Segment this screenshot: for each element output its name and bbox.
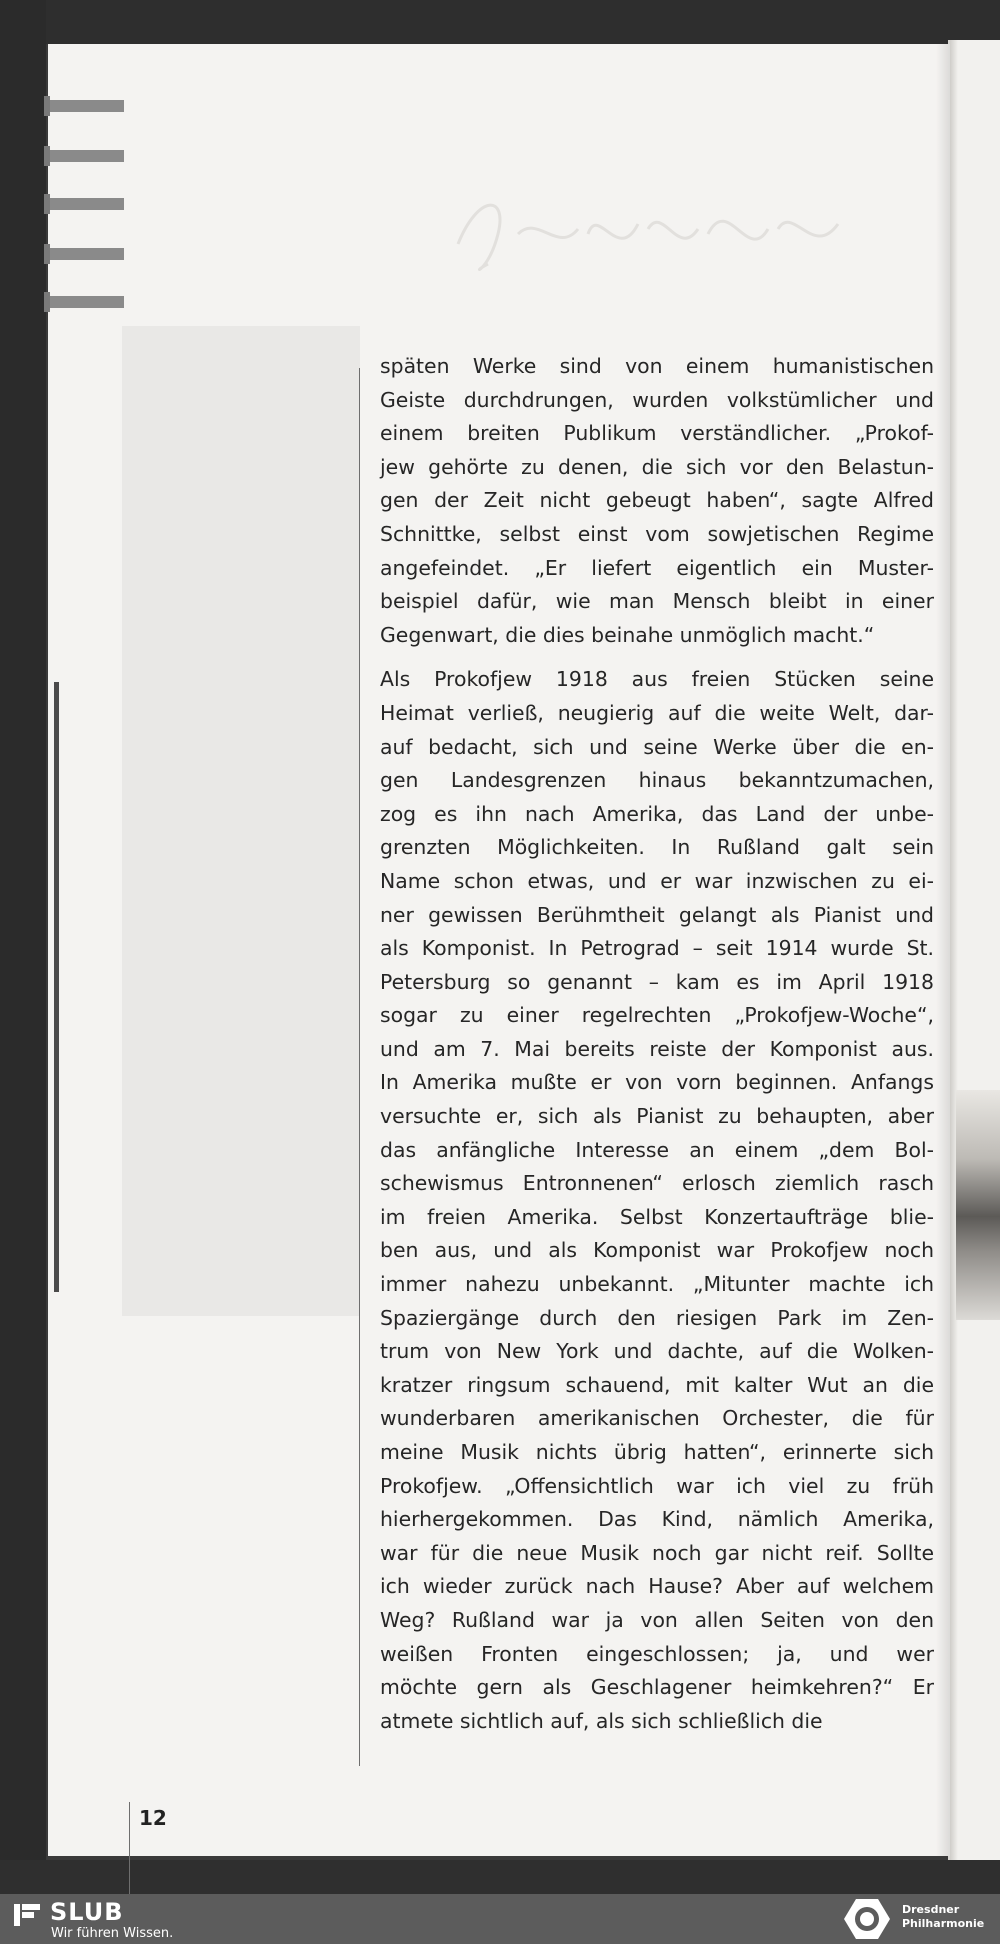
text-line: auf bedacht, sich und seine Werke über die en- bbox=[380, 734, 934, 759]
text-line: Petersburg so genannt – kam es im April 1918 bbox=[380, 969, 934, 994]
text-line: versuchte er, sich als Pianist zu behaupten, aber bbox=[380, 1104, 934, 1129]
text-line: Als Prokofjew 1918 aus freien Stücken seine bbox=[380, 667, 934, 692]
partner-name-line1: Dresdner bbox=[902, 1903, 960, 1916]
text-line: beispiel dafür, wie man Mensch bleibt in einer bbox=[380, 589, 934, 614]
text-line: grenzten Möglichkeiten. In Rußland galt sein bbox=[380, 835, 934, 860]
text-line: hierhergekommen. Das Kind, nämlich Amerika, bbox=[380, 1507, 934, 1532]
text-line: Name schon etwas, und er war inzwischen zu ei- bbox=[380, 868, 934, 893]
text-line: ner gewissen Berühmtheit gelangt als Pianist und bbox=[380, 902, 934, 927]
text-line: im freien Amerika. Selbst Konzertaufträge blie- bbox=[380, 1204, 934, 1229]
text-line: Prokofjew. „Offensichtlich war ich viel zu früh bbox=[380, 1473, 934, 1498]
dresdner-philharmonie-logo-icon bbox=[842, 1897, 892, 1941]
text-line: Weg? Rußland war ja von allen Seiten von den bbox=[380, 1607, 934, 1632]
facing-page-edge bbox=[948, 40, 1000, 1860]
text-line: sogar zu einer regelrechten „Prokofjew-Woche“, bbox=[380, 1003, 934, 1028]
text-line: trum von New York und dachte, auf die Wolken- bbox=[380, 1339, 934, 1364]
text-line: einem breiten Publikum verständlicher. „Prokof- bbox=[380, 421, 934, 446]
text-line: ich wieder zurück nach Hause? Aber auf welchem bbox=[380, 1574, 934, 1599]
text-line: wunderbaren amerikanischen Orchester, die für bbox=[380, 1406, 934, 1431]
paragraph bbox=[380, 663, 934, 1738]
text-line: In Amerika mußte er von vorn beginnen. Anfangs bbox=[380, 1070, 934, 1095]
library-tagline: Wir führen Wissen. bbox=[51, 1926, 174, 1941]
paragraph bbox=[380, 350, 934, 652]
partner-name-line2: Philharmonie bbox=[902, 1917, 985, 1930]
gutter-shadow bbox=[936, 44, 950, 1856]
text-line: Geiste durchdrungen, wurden volkstümlicher und bbox=[380, 387, 934, 412]
margin-tab-marker bbox=[48, 296, 124, 308]
slub-logo-icon bbox=[14, 1904, 40, 1926]
margin-tab-marker bbox=[48, 248, 124, 260]
text-line: Heimat verließ, neugierig auf die weite Welt, dar- bbox=[380, 700, 934, 725]
text-line: Schnittke, selbst einst vom sowjetischen Regime bbox=[380, 521, 934, 546]
text-line: war für die neue Musik noch gar nicht reif. Sollte bbox=[380, 1540, 934, 1565]
margin-tab-marker bbox=[48, 100, 124, 112]
facing-page-photo-fragment bbox=[956, 1090, 1000, 1320]
page-edge-shadow bbox=[54, 682, 59, 1292]
scan-border-top bbox=[0, 0, 1000, 44]
page-number: 12 bbox=[139, 1806, 167, 1830]
text-line: schewismus Entronnenen“ erlosch ziemlich rasch bbox=[380, 1171, 934, 1196]
text-line: angefeindet. „Er liefert eigentlich ein Muster- bbox=[380, 555, 934, 580]
column-rule bbox=[359, 368, 360, 1766]
library-name: SLUB bbox=[50, 1898, 124, 1926]
text-line: meine Musik nichts übrig hatten“, erinnerte sich bbox=[380, 1440, 934, 1464]
margin-tab-marker bbox=[48, 198, 124, 210]
text-line: ben aus, und als Komponist war Prokofjew noch bbox=[380, 1238, 934, 1263]
partner-name bbox=[902, 1903, 984, 1931]
margin-tab-marker bbox=[48, 150, 124, 162]
text-line: als Komponist. In Petrograd – seit 1914 wurde St. bbox=[380, 936, 934, 961]
document-page bbox=[48, 44, 950, 1856]
text-line: atmete sichtlich auf, als sich schließlich die bbox=[380, 1708, 823, 1733]
text-line: jew gehörte zu denen, die sich vor den Belastun- bbox=[380, 454, 934, 479]
text-line: zog es ihn nach Amerika, das Land der unbe- bbox=[380, 801, 934, 826]
text-line: Spaziergänge durch den riesigen Park im Zen- bbox=[380, 1305, 934, 1330]
text-line: späten Werke sind von einem humanistischen bbox=[380, 354, 934, 378]
footer-bar bbox=[0, 1894, 1000, 1944]
text-line: und am 7. Mai bereits reiste der Komponist aus. bbox=[380, 1036, 934, 1061]
text-line: kratzer ringsum schauend, mit kalter Wut an die bbox=[380, 1372, 934, 1397]
text-line: gen Landesgrenzen hinaus bekanntzumachen, bbox=[380, 768, 934, 793]
scan-border-left bbox=[0, 0, 46, 1890]
text-line: Gegenwart, die dies beinahe unmöglich macht.“ bbox=[380, 622, 875, 647]
text-line: weißen Fronten eingeschlossen; ja, und wer bbox=[380, 1641, 934, 1666]
text-line: das anfängliche Interesse an einem „dem Bol- bbox=[380, 1137, 934, 1162]
scan-border-bottom bbox=[0, 1860, 1000, 1894]
body-text bbox=[380, 350, 934, 1749]
text-line: möchte gern als Geschlagener heimkehren?“ Er bbox=[380, 1675, 934, 1700]
page-number-rule bbox=[129, 1802, 130, 1896]
show-through-signature bbox=[448, 174, 868, 294]
text-line: gen der Zeit nicht gebeugt haben“, sagte Alfred bbox=[380, 488, 934, 513]
show-through-sidebar bbox=[122, 326, 360, 1316]
text-line: immer nahezu unbekannt. „Mitunter machte ich bbox=[380, 1272, 934, 1297]
